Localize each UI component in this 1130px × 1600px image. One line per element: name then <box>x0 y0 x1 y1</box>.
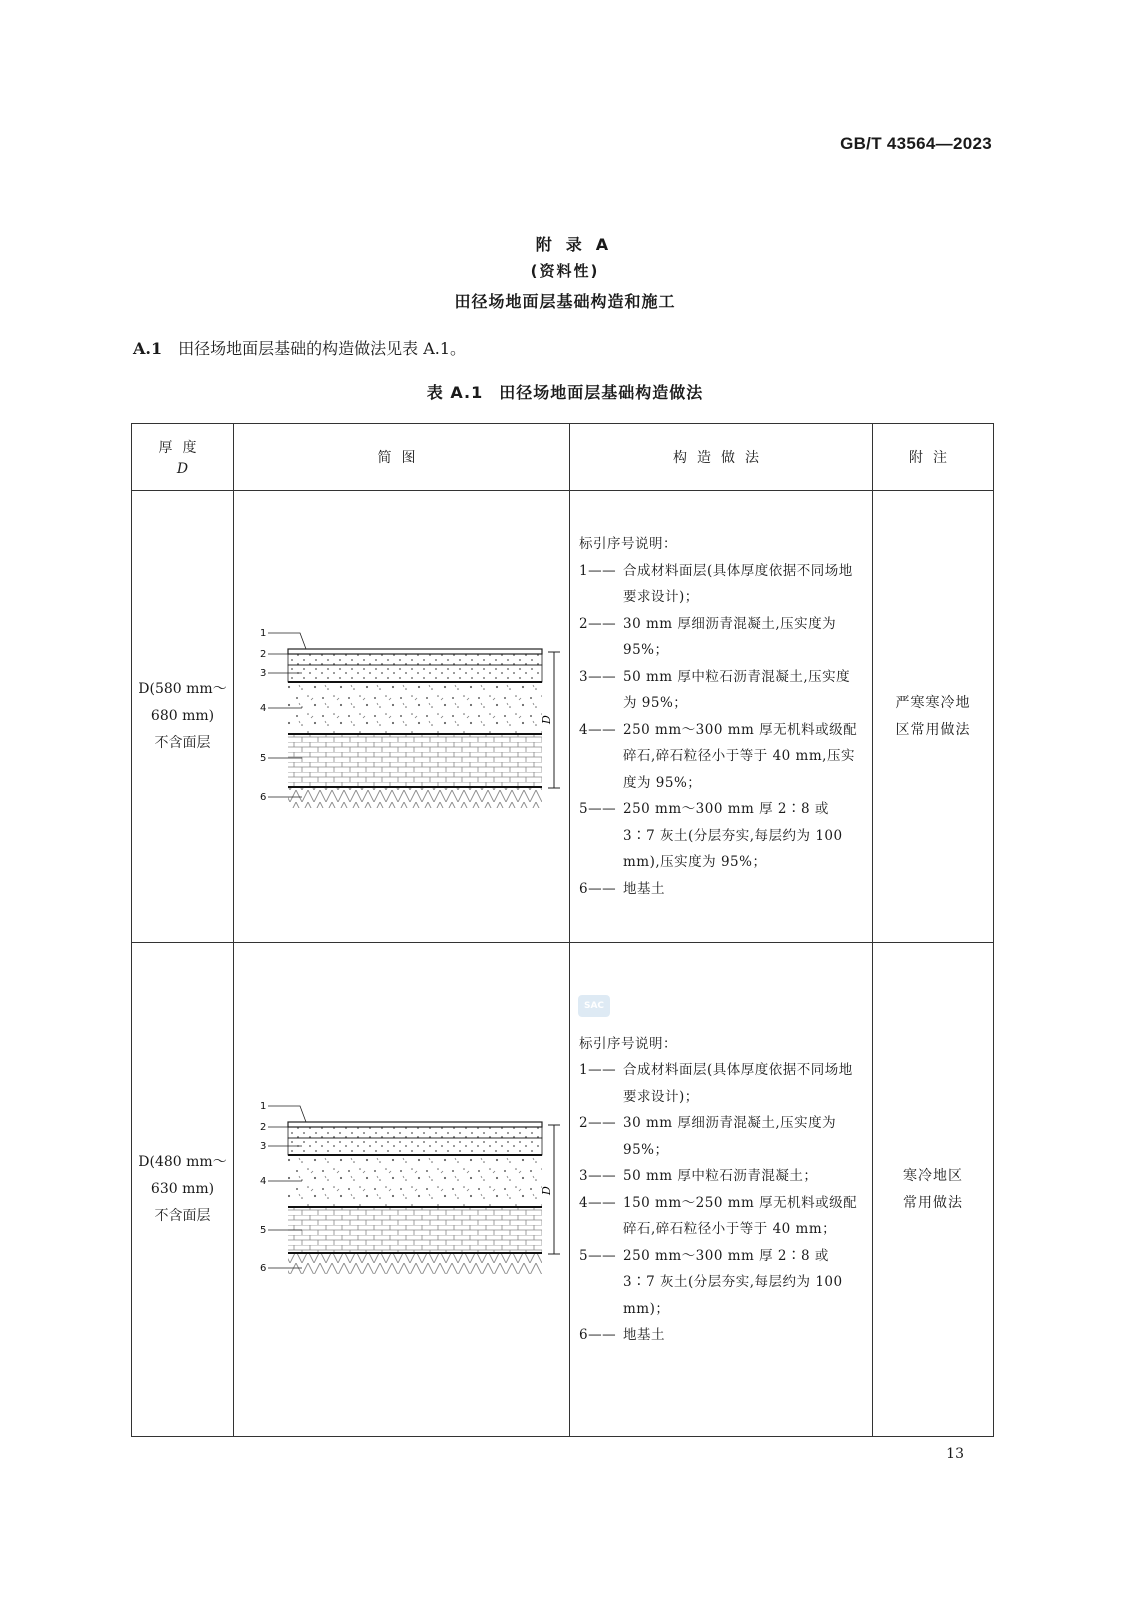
clause-text: 田径场地面层基础的构造做法见表 A.1。 <box>178 339 467 358</box>
thickness-cell <box>132 943 234 1437</box>
callout-label: 4 <box>259 1175 266 1187</box>
layer-section-diagram <box>242 1095 562 1285</box>
clause-number: A.1 <box>133 339 163 358</box>
legend-item: 4—— 250 mm～300 mm 厚无机料或级配碎石,碎石粒径小于等于 40 mm,压实度为 95%； <box>579 721 858 791</box>
note-line: 严寒寒冷地 <box>895 694 971 711</box>
legend-title: 标引序号说明： <box>579 1035 677 1052</box>
callout-label: 3 <box>259 667 266 679</box>
diagram-cell <box>234 943 570 1437</box>
legend-item: 5—— 250 mm～300 mm 厚 2∶8 或 3∶7 灰土(分层夯实,每层约为 100 mm),压实度为 95%； <box>579 801 843 870</box>
diagram-cell <box>234 491 570 943</box>
thickness-line: D(580 mm～ <box>138 681 227 697</box>
header-note: 附注 <box>873 424 994 491</box>
legend-item: 3—— 50 mm 厚中粒石沥青混凝土； <box>579 1168 818 1184</box>
thickness-line: 680 mm) <box>150 708 215 724</box>
callout-label: 1 <box>259 1100 266 1112</box>
thickness-line: 不含面层 <box>154 735 211 751</box>
header-thickness-symbol: D <box>176 461 189 477</box>
note-cell <box>873 491 994 943</box>
thickness-cell <box>132 491 234 943</box>
legend-item: 1—— 合成材料面层(具体厚度依据不同场地要求设计)； <box>579 562 853 605</box>
legend-item: 4—— 150 mm～250 mm 厚无机料或级配碎石,碎石粒径小于等于 40 mm； <box>579 1194 858 1237</box>
clause-a1 <box>133 336 466 359</box>
header-diagram: 简图 <box>234 424 570 491</box>
callout-label: 3 <box>259 1140 266 1152</box>
table-caption <box>0 380 1130 403</box>
note-line: 常用做法 <box>903 1194 963 1211</box>
callout-label: 5 <box>259 1224 266 1236</box>
layer-section-diagram <box>242 622 562 812</box>
construction-table <box>131 423 994 1437</box>
annex-title: 附录A <box>535 235 623 254</box>
legend-item: 3—— 50 mm 厚中粒石沥青混凝土,压实度为 95%； <box>579 668 851 711</box>
dimension-label: D <box>539 714 553 724</box>
standard-code: GB/T 43564—2023 <box>840 134 992 153</box>
table-caption-number: 表 A.1 <box>426 383 484 402</box>
legend-item: 2—— 30 mm 厚细沥青混凝土,压实度为 95%； <box>579 615 837 658</box>
callout-label: 1 <box>259 627 266 639</box>
table-row <box>132 491 994 943</box>
legend-item: 6—— 地基土 <box>579 1327 665 1343</box>
table-caption-title: 田径场地面层基础构造做法 <box>499 383 704 402</box>
callout-label: 4 <box>259 702 266 714</box>
dimension-label: D <box>539 1185 553 1195</box>
note-line: 区常用做法 <box>895 721 971 738</box>
legend-item: 2—— 30 mm 厚细沥青混凝土,压实度为 95%； <box>579 1115 837 1158</box>
header-thickness: 厚度 D <box>132 424 234 491</box>
callout-label: 5 <box>259 752 266 764</box>
watermark-logo: SAC <box>578 995 610 1017</box>
callout-label: 2 <box>259 1121 266 1133</box>
note-cell <box>873 943 994 1437</box>
thickness-line: 不含面层 <box>154 1208 211 1224</box>
table-row <box>132 943 994 1437</box>
legend-item: 5—— 250 mm～300 mm 厚 2∶8 或 3∶7 灰土(分层夯实,每层约为 100 mm)； <box>579 1247 843 1317</box>
legend-item: 6—— 地基土 <box>579 880 665 897</box>
page-number: 13 <box>946 1446 964 1462</box>
header-method: 构造做法 <box>570 424 873 491</box>
annex-type: (资料性) <box>530 262 600 280</box>
callout-label: 2 <box>259 648 266 660</box>
callout-label: 6 <box>259 791 266 803</box>
annex-name: 田径场地面层基础构造和施工 <box>454 292 676 311</box>
legend-item: 1—— 合成材料面层(具体厚度依据不同场地要求设计)； <box>579 1062 853 1105</box>
callout-label: 6 <box>259 1262 266 1274</box>
method-cell <box>570 943 873 1437</box>
thickness-line: 630 mm) <box>150 1181 215 1197</box>
thickness-line: D(480 mm～ <box>138 1154 227 1170</box>
method-cell <box>570 491 873 943</box>
note-line: 寒冷地区 <box>903 1167 963 1184</box>
legend-title: 标引序号说明： <box>579 536 677 552</box>
table-header-row <box>132 424 994 491</box>
